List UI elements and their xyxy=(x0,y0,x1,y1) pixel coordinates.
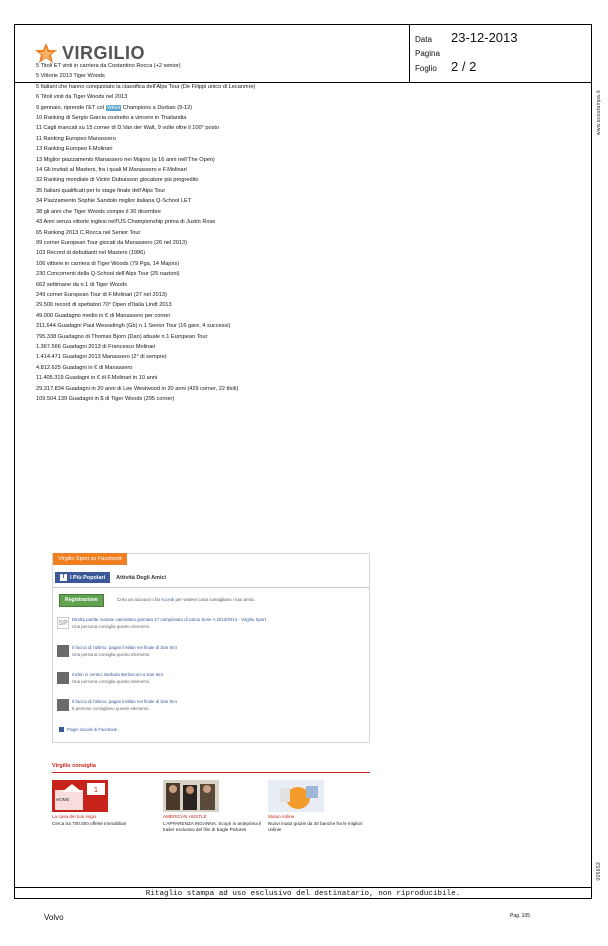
article-line: 106 vittorie in carriera di Tiger Woods (79 Pga, 14 Majors) xyxy=(36,260,180,267)
article-line-start: 9 gennaio, riprende l’ET col xyxy=(36,104,106,111)
article-line: 29.317.834 Guadagni in 20 anni di Lee Westwood in 20 anni (429 corner, 22 titoli) xyxy=(36,385,239,392)
movie-promo-image[interactable] xyxy=(163,780,219,812)
plugin-text: Plugin sociale di Facebook xyxy=(67,727,117,732)
article-line: 1.414.471 Guadagni 2013 Manassero (2° di sempre) xyxy=(36,354,167,361)
register-prefix: Crea un account o fai xyxy=(117,597,161,602)
promo-title[interactable]: Mutuo online xyxy=(268,814,295,819)
article-line: 13 Miglior piazzamento Manassero nei Majors (a 16 anni nell’The Open) xyxy=(36,156,215,163)
article-body xyxy=(36,61,556,404)
side-code: 005653 xyxy=(596,862,602,881)
promo-item[interactable] xyxy=(52,814,156,827)
article-line: 109.504.139 Guadagni in $ di Tiger Woods (295 corner) xyxy=(36,396,175,402)
item-subtitle: Una persona consiglia questo elemento. xyxy=(72,652,151,657)
tab-popular[interactable] xyxy=(55,572,110,583)
item-title[interactable]: Il faccio di l’ultimo: pagati il Milan nel finale di San Siro xyxy=(72,645,178,650)
article-line: 43 Anni senza vittorie inglesi nell’US Championship prima di Justin Rose xyxy=(36,219,216,226)
article-line: 99 corner European Tour giocati da Manassero (26 nel 2013) xyxy=(36,239,188,246)
footer-source: Volvo xyxy=(44,913,64,922)
article-line: 14 Gli invitati al Masters, fra i quali M.Manassero e F.Molinari xyxy=(36,167,187,174)
article-line: 35 Italiani qualificati per lo stage finale dell’Alps Tour xyxy=(36,187,166,194)
promo-item[interactable] xyxy=(163,814,267,834)
facebook-widget-title: Virgilio Sport su Facebook xyxy=(53,553,127,565)
item-title[interactable]: Diretta partite romane calendario giornata 17 campionato di calcio Serie A 2013/2014 - Virgilio Sport xyxy=(72,617,266,622)
item-thumbnail xyxy=(57,672,69,684)
svg-text:1: 1 xyxy=(94,787,98,794)
logo-text: VIRGILIO xyxy=(62,42,146,63)
article-line: 32 Ranking mondiale di Victor Dubuisson giocatore più progredito xyxy=(36,177,199,184)
promo-description: Nuovi mutui grazie da 40 banche fra le migliori online! xyxy=(268,820,363,832)
item-subtitle: 5 persone consigliano questo elemento. xyxy=(72,706,150,711)
article-line: 4.812.625 Guadagni in € di Manassero xyxy=(36,364,133,371)
sheet-label: Foglio xyxy=(415,64,437,73)
article-line: 1.367.566 Guadagni 2013 di Francesco Molinari xyxy=(36,343,156,350)
article-line: 34 Piazzamento Sophie Sandolo miglior italiana Q-School LET xyxy=(36,198,192,205)
virgilio-consiglia-title: Virgilio consiglia xyxy=(52,763,96,769)
article-line: 49.000 Guadagno medio in € di Manassero per corner xyxy=(36,312,171,319)
tab-popular-label: I Più Popolari xyxy=(70,574,106,581)
promo-description: L’APPARENZA INGANNA. Scopri in anteprima il trailer esclusivo del film di Eagle Pictures xyxy=(163,820,262,832)
page-label: Pagina xyxy=(415,49,440,58)
footer-page-number: Pag. 105 xyxy=(510,913,531,919)
facebook-small-icon xyxy=(59,727,64,732)
promo-title[interactable]: La casa dei tuoi sogni xyxy=(52,814,97,819)
article-line-end: Champions a Durban (9-12) xyxy=(121,104,193,111)
date-label: Data xyxy=(415,35,432,44)
tabs-divider xyxy=(53,587,369,588)
house-promo-label: HOME xyxy=(56,797,70,802)
article-line xyxy=(36,103,556,113)
tab-friends[interactable]: Attività Degli Amici xyxy=(116,574,167,581)
facebook-tabs xyxy=(55,572,172,583)
article-line: 662 settimane da n.1 di Tiger Woods xyxy=(36,281,128,288)
article-line: 6 Titoli vinti da Tiger Woods nel 2013 xyxy=(36,94,128,101)
article-line: 11 Ranking Europeo Manassero xyxy=(36,135,116,142)
article-line: 795.338 Guadagno di Thomas Bjorn (Dan) attuale n.1 European Tour xyxy=(36,333,208,340)
article-line: 103 Record di debuttanti nel Masters (1996) xyxy=(36,250,146,257)
item-title[interactable]: Inchin in centro: Barbara Berlusconi a San Siro xyxy=(72,672,164,677)
item-title[interactable]: Il faccio di l’ultimo: pagati il Milan nel finale di San Siro xyxy=(72,699,178,704)
side-url: www.ecostampa.it xyxy=(596,90,602,136)
article-line: 10 Ranking di Sergio Garcia costretto a vincere in Thailandia xyxy=(36,115,187,122)
sp-thumbnail-icon: SP xyxy=(57,617,69,629)
article-line: 11.405.319 Guadagni in € di F.Molinari in 10 anni xyxy=(36,375,158,382)
item-thumbnail xyxy=(57,699,69,711)
article-line: 65 Ranking 2013 C.Rocca nel Senior Tour xyxy=(36,229,141,236)
facebook-plugin-label[interactable] xyxy=(59,727,117,732)
article-line: 249 corner European Tour di F.Molinari (27 nel 2013) xyxy=(36,291,167,298)
date-value: 23-12-2013 xyxy=(451,30,518,45)
highlight-volvo: Volvo xyxy=(106,104,121,111)
promo-description: Cerca tra 700.000 offerte immobiliari xyxy=(52,820,127,826)
article-line: 38 gli anni che Tiger Woods compie il 30 dicembre xyxy=(36,208,161,215)
article-line: 5 Vittorie 2013 Tiger Woods xyxy=(36,73,105,80)
disclaimer: Ritaglio stampa ad uso esclusivo del destinatario, non riproducibile. xyxy=(15,887,591,900)
promo-item[interactable] xyxy=(268,814,372,834)
article-line: 5 Italiani che hanno conquistato la classifica dell’Alps Tour (De Filippi unico di Lecanmre) xyxy=(36,83,256,90)
register-button[interactable]: Registrazione xyxy=(59,594,104,607)
register-suffix: per vedere cosa consigliano i tuoi amici. xyxy=(174,597,256,602)
date-row xyxy=(415,30,518,45)
login-link[interactable]: Accedi xyxy=(160,597,175,602)
page-row xyxy=(415,49,440,58)
article-line: 13 Ranking Europeo F.Molinari xyxy=(36,146,113,153)
item-thumbnail xyxy=(57,645,69,657)
facebook-widget xyxy=(52,553,370,743)
article-line: 11 Cagli mancati su 15 corner di D.Van der Walt, 9 volte oltre il 100° posto xyxy=(36,125,220,132)
article-line: 29.500 record di spettatori 70° Open d’Italia Lindt 2013 xyxy=(36,302,172,309)
article-line: 311.644 Guadagni Paul Wesselingh (Gb) n.1 Senior Tour (16 gare, 4 successi) xyxy=(36,323,231,330)
article-line: 230 Concorrenti della Q-School dell’Alps Tour (25 nazioni) xyxy=(36,271,180,278)
register-text xyxy=(117,597,255,602)
article-line: 5 Titoli ET vinti in carriera da Costantino Rocca (+2 senior) xyxy=(36,63,181,69)
item-subtitle: Una persona consiglia questo elemento. xyxy=(72,679,151,684)
facebook-icon: f xyxy=(60,574,67,581)
virgilio-consiglia-rule xyxy=(52,772,370,773)
item-subtitle: Una persona consiglia questo elemento. xyxy=(72,624,151,629)
promo-title[interactable]: AMERICAN HUSTLE xyxy=(163,814,207,819)
sheet-value: 2 / 2 xyxy=(451,59,477,74)
house-promo-image[interactable] xyxy=(52,780,108,812)
mortgage-promo-image[interactable] xyxy=(268,780,324,812)
